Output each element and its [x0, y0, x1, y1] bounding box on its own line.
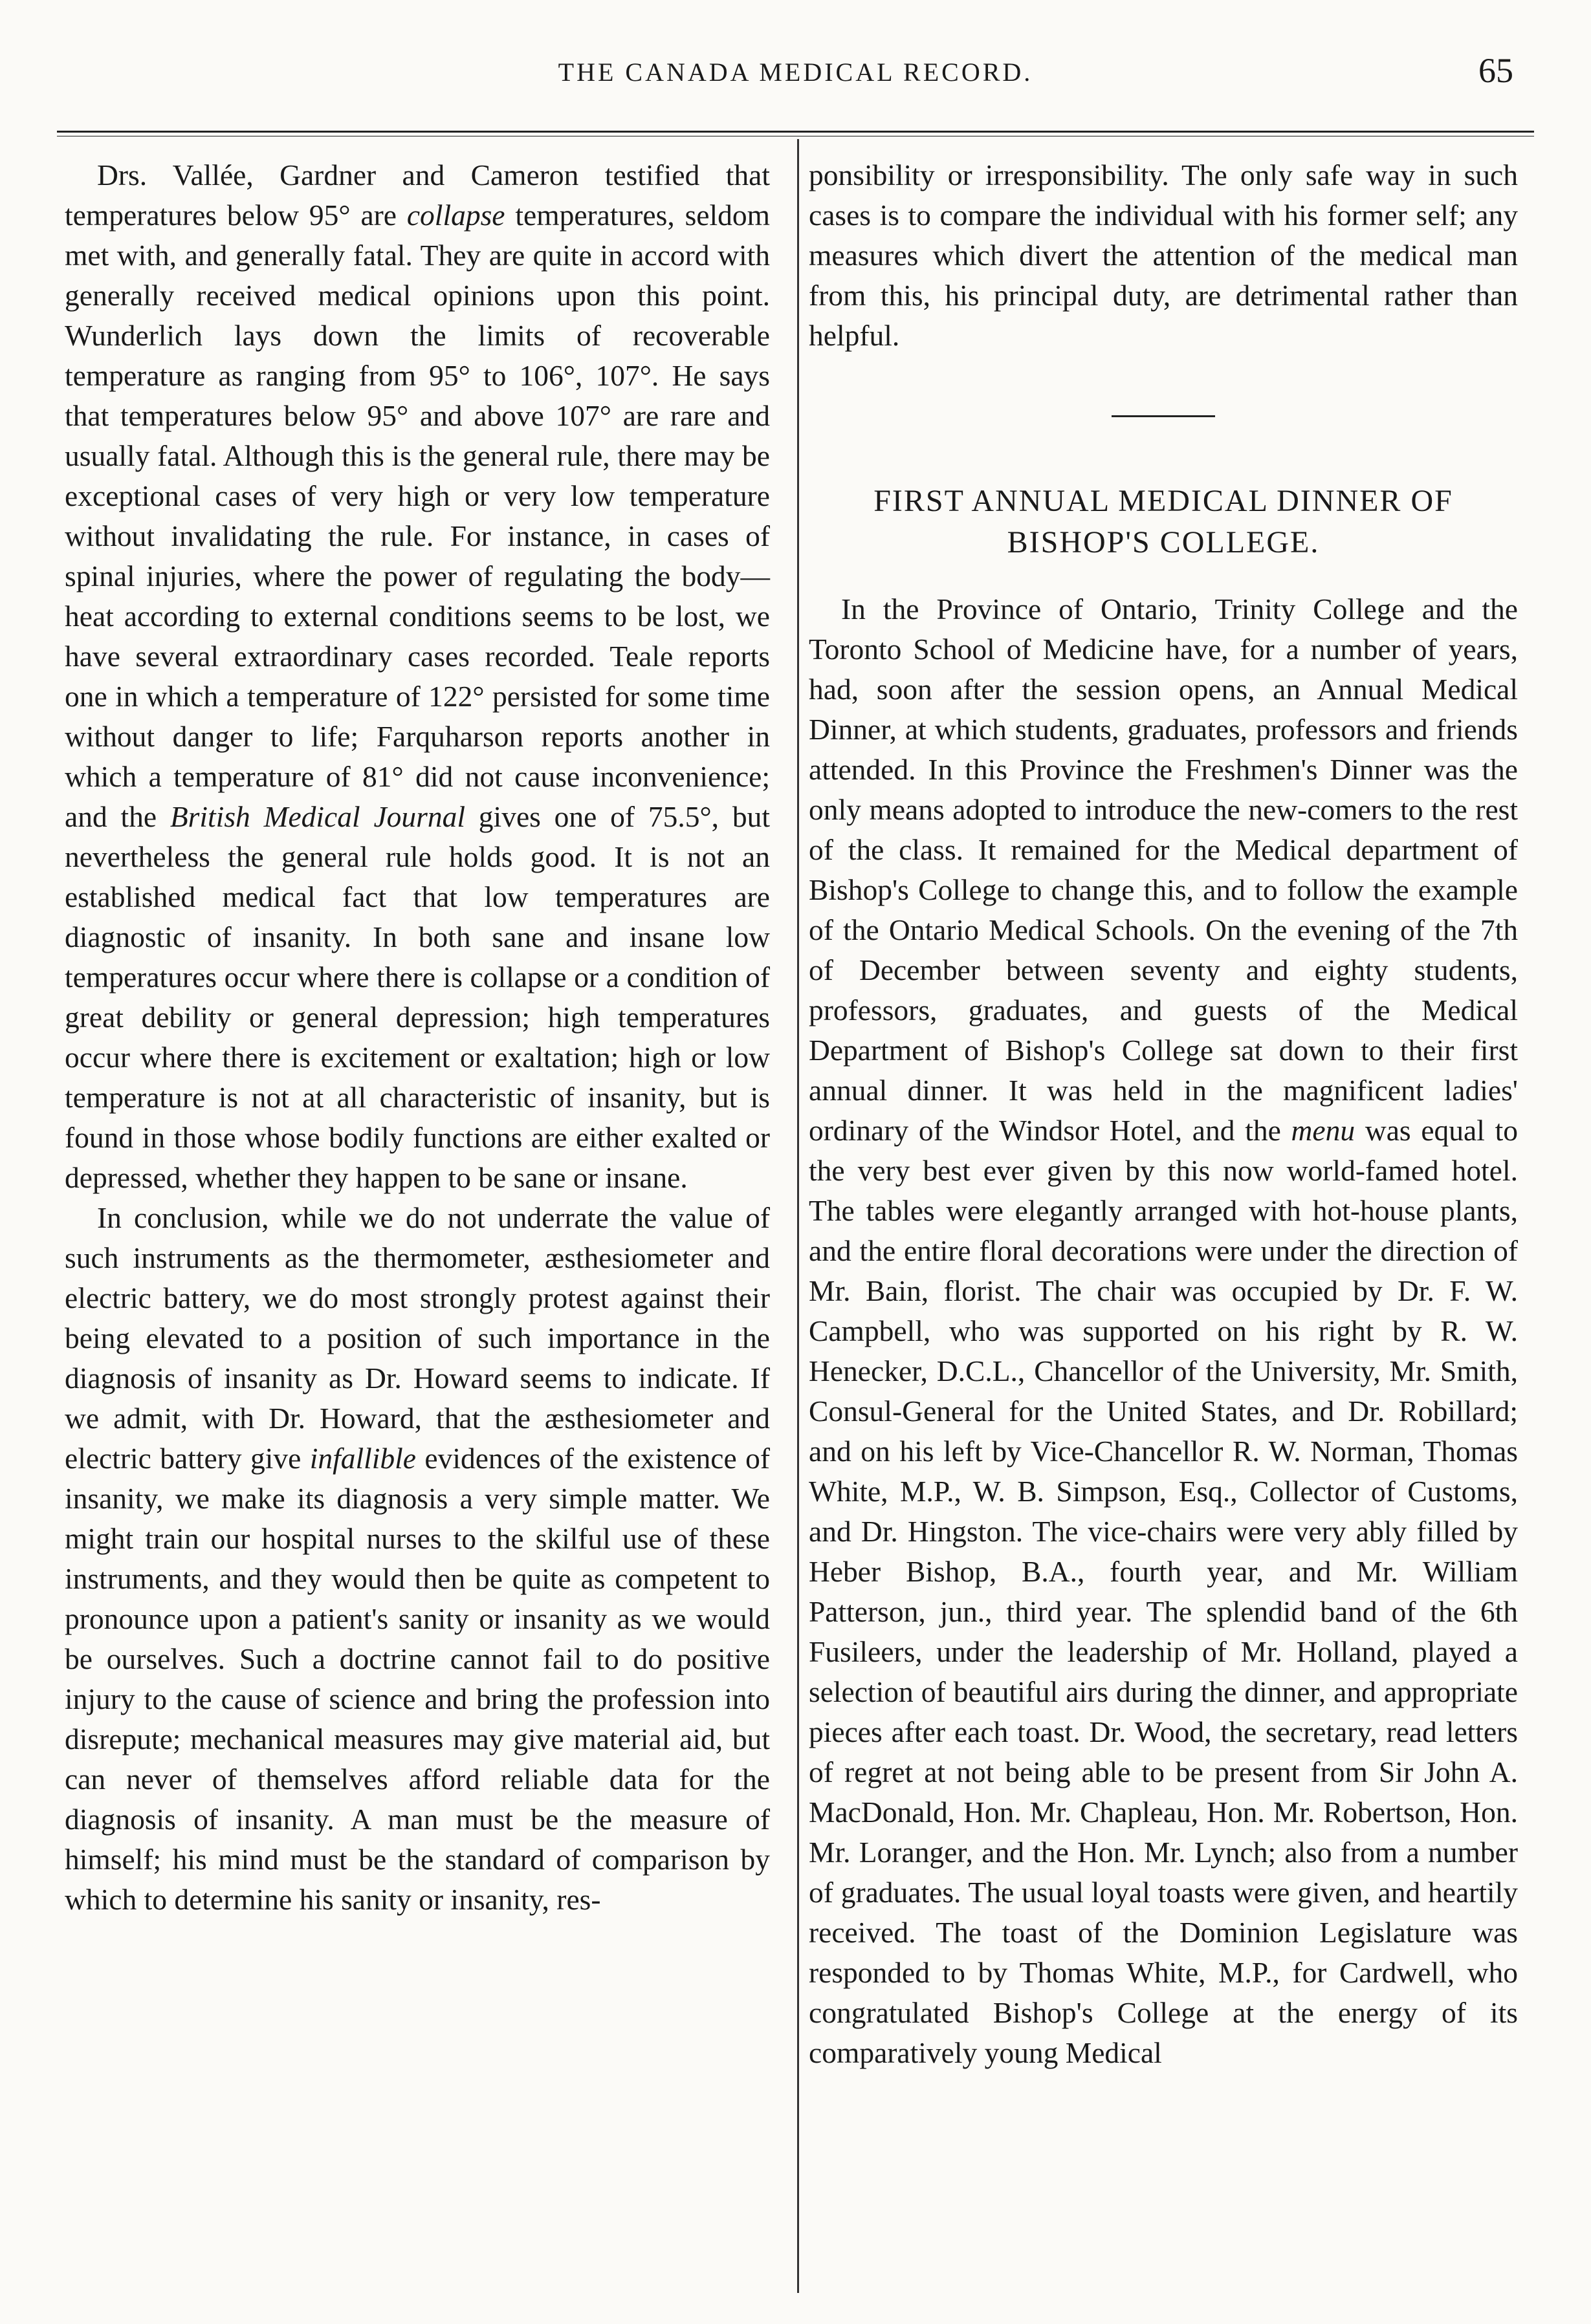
left-column [65, 155, 770, 1920]
right-column [809, 155, 1518, 2073]
section-separator [1112, 415, 1215, 417]
paragraph-dinner [809, 589, 1518, 2073]
journal-title: British Medical Journal [170, 800, 465, 833]
header-rule [57, 131, 1534, 133]
text-run: Drs. Vallée, Gardner and Cameron testified that temperatures below 95° are [65, 158, 770, 232]
page-number: 65 [1478, 51, 1513, 90]
heading-line: BISHOP'S COLLEGE. [1007, 525, 1320, 559]
italic-term: infallible [309, 1442, 416, 1475]
page-header [52, 39, 1539, 110]
running-title: THE CANADA MEDICAL RECORD. [558, 58, 1033, 87]
italic-term: menu [1291, 1114, 1355, 1147]
paragraph-continuation: ponsibility or irresponsibility. The only safe way in such cases is to compare the individual with his former self; any measures which divert the attention of the medical man from this, his principal duty, are detrimental rather than helpful. [809, 158, 1518, 352]
paragraph-temperatures [65, 155, 770, 1198]
text-run: In the Province of Ontario, Trinity College and the Toronto School of Medicine have, for a number of years, had, soon after the session opens, an Annual Medical Dinner, at which students, graduates, professors and friends attended. In this Province the Freshmen's Dinner was the only means adopted to introduce the new-comers to the rest of the class. It remained for the Medical department of Bishop's College to change this, and to follow the example of the Ontario Medical Schools. On the evening of the 7th of December between seventy and eighty students, professors, graduates, and guests of the Medical Department of Bishop's College sat down to their first annual dinner. It was held in the magnificent ladies' ordinary of the Windsor Hotel, and the [809, 592, 1518, 1147]
paragraph-conclusion [65, 1198, 770, 1920]
article-heading [809, 481, 1518, 563]
heading-line: FIRST ANNUAL MEDICAL DINNER OF [873, 484, 1453, 518]
text-run: was equal to the very best ever given by this now world-famed hotel. The tables were elegantly arranged with hot-house plants, and the entire floral decorations were under the direction of Mr. Bain, florist. The chair was occupied by Dr. F. W. Campbell, who was supported on his right by R. W. Henecker, D.C.L., Chancellor of the University, Mr. Smith, Consul-General for the United States, and Dr. Robillard; and on his left by Vice-Chancellor R. W. Norman, Thomas White, M.P., W. B. Simpson, Esq., Collector of Customs, and Dr. Hingston. The vice-chairs were very ably filled by Heber Bishop, B.A., fourth year, and Mr. William Patterson, jun., third year. The splendid band of the 6th Fusileers, under the leadership of Mr. Holland, played a selection of beautiful airs during the dinner, and appropriate pieces after each toast. Dr. Wood, the secretary, read letters of regret at not being able to be present from Sir John A. MacDonald, Hon. Mr. Chapleau, Hon. Mr. Robertson, Hon. Mr. Loranger, and the Hon. Mr. Lynch; also from a number of graduates. The usual loyal toasts were given, and heartily received. The toast of the Dominion Legislature was responded to by Thomas White, M.P., for Cardwell, who congratulated Bishop's College at the energy of its comparatively young Medical [809, 1114, 1518, 2069]
text-run: In conclusion, while we do not underrate the value of such instruments as the thermometer, æsthesiometer and electric battery, we do most strongly protest against their being elevated to a position of such importance in the diagnosis of insanity as Dr. Howard seems to indicate. If we admit, with Dr. Howard, that the æsthesiometer and electric battery give [65, 1201, 770, 1475]
text-run: gives one of 75.5°, but nevertheless the general rule holds good. It is not an established medical fact that low temperatures are diagnostic of insanity. In both sane and insane low temperatures occur where there is collapse or a condition of great debility or general depression; high temperatures occur where there is excitement or exaltation; high or low temperature is not at all characteristic of insanity, but is found in those whose bodily functions are either exalted or depressed, whether they happen to be sane or insane. [65, 800, 770, 1194]
text-run: temperatures, seldom met with, and generally fatal. They are quite in accord with generally received medical opinions upon this point. Wunderlich lays down the limits of recoverable temperature as ranging from 95° to 106°, 107°. He says that temperatures below 95° and above 107° are rare and usually fatal. Although this is the general rule, there may be exceptional cases of very high or very low temperature without invalidating the rule. For instance, in cases of spinal injuries, where the power of regulating the body—heat according to external conditions seems to be lost, we have several extraordinary cases recorded. Teale reports one in which a temperature of 122° persisted for some time without danger to life; Farquharson reports another in which a temperature of 81° did not cause inconvenience; and the [65, 199, 770, 833]
italic-term: collapse [406, 199, 505, 232]
column-divider [797, 139, 799, 2293]
text-run: evidences of the existence of insanity, we make its diagnosis a very simple matter. We might train our hospital nurses to the skilful use of these instruments, and they would then be quite as competent to pronounce upon a patient's sanity or insanity as we would be ourselves. Such a doctrine cannot fail to do positive injury to the cause of science and bring the profession into disrepute; mechanical measures may give material aid, but can never of themselves afford reliable data for the diagnosis of insanity. A man must be the measure of himself; his mind must be the standard of comparison by which to determine his sanity or insanity, res- [65, 1442, 770, 1916]
